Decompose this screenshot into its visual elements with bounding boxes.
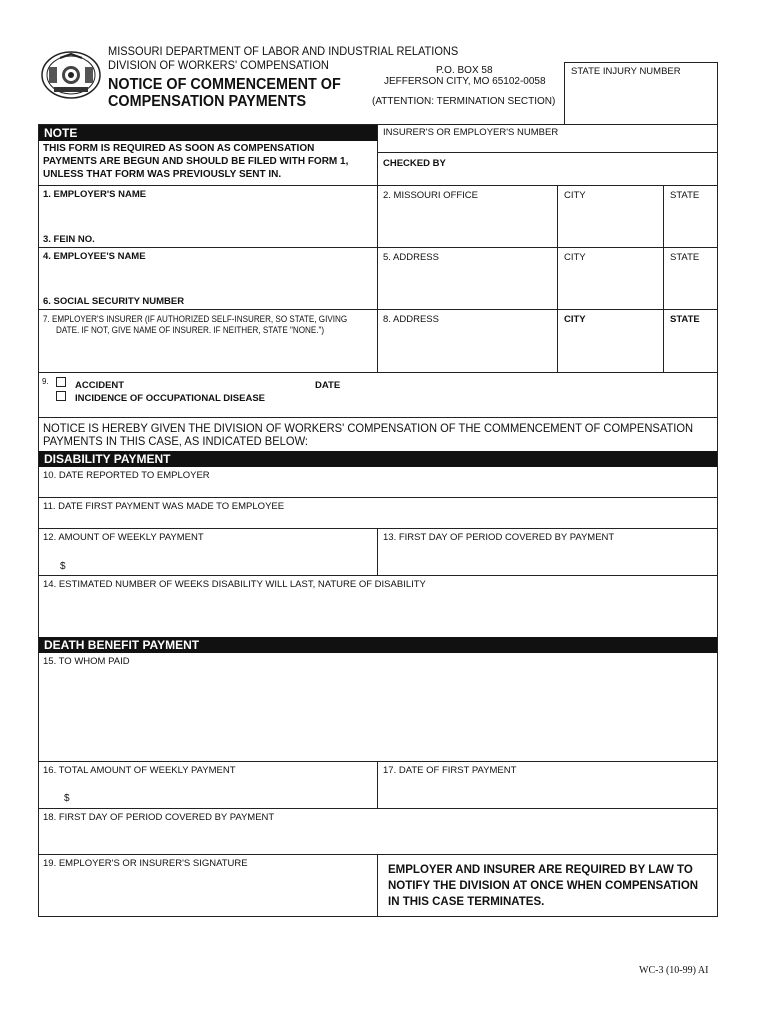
division-name: DIVISION OF WORKERS' COMPENSATION (108, 58, 329, 72)
attention-note: (ATTENTION: TERMINATION SECTION) (372, 96, 556, 107)
employee-address-field[interactable]: 5. ADDRESS (383, 252, 439, 263)
disability-estimate-field[interactable]: 14. ESTIMATED NUMBER OF WEEKS DISABILITY WILL LAST, NATURE OF DISABILITY (43, 579, 426, 590)
law-notice-line1: EMPLOYER AND INSURER ARE REQUIRED BY LAW TO (388, 864, 693, 876)
checked-by-field[interactable]: CHECKED BY (383, 158, 446, 169)
fein-field[interactable]: 3. FEIN NO. (43, 234, 95, 245)
state-injury-number-label: STATE INJURY NUMBER (571, 66, 681, 77)
insurer-address-field[interactable]: 8. ADDRESS (383, 314, 439, 325)
occupational-disease-label: INCIDENCE OF OCCUPATIONAL DISEASE (75, 393, 266, 404)
employee-state-field[interactable]: STATE (670, 252, 700, 263)
notice-line1: NOTICE IS HEREBY GIVEN THE DIVISION OF WORKERS' COMPENSATION OF THE COMMENCEMENT OF COMPENSATION (43, 421, 694, 435)
accident-label: ACCIDENT (75, 380, 125, 391)
form-title-line1: NOTICE OF COMMENCEMENT OF (108, 76, 341, 93)
to-whom-paid-field[interactable]: 15. TO WHOM PAID (43, 656, 130, 667)
city-zip: JEFFERSON CITY, MO 65102-0058 (384, 76, 546, 87)
law-notice-line2: NOTIFY THE DIVISION AT ONCE WHEN COMPENSATION (388, 880, 699, 892)
period-first-day-field[interactable]: 13. FIRST DAY OF PERIOD COVERED BY PAYMENT (383, 532, 615, 543)
insurer-number-field[interactable]: INSURER'S OR EMPLOYER'S NUMBER (383, 127, 559, 138)
office-state-field[interactable]: STATE (670, 190, 700, 201)
date-reported-field[interactable]: 10. DATE REPORTED TO EMPLOYER (43, 470, 210, 481)
accident-checkbox[interactable] (56, 377, 66, 387)
date-label[interactable]: DATE (315, 380, 341, 391)
ssn-field[interactable]: 6. SOCIAL SECURITY NUMBER (43, 296, 185, 307)
note-line2: PAYMENTS ARE BEGUN AND SHOULD BE FILED WITH FORM 1, (43, 156, 349, 167)
state-injury-number-box[interactable] (564, 62, 718, 125)
form-id: WC-3 (10-99) AI (639, 965, 709, 976)
signature-field[interactable]: 19. EMPLOYER'S OR INSURER'S SIGNATURE (43, 858, 248, 869)
missouri-office-field[interactable]: 2. MISSOURI OFFICE (383, 190, 479, 201)
employee-name-field[interactable]: 4. EMPLOYEE'S NAME (43, 251, 146, 262)
disability-heading: DISABILITY PAYMENT (39, 451, 717, 467)
occupational-disease-checkbox[interactable] (56, 391, 66, 401)
office-city-field[interactable]: CITY (564, 190, 586, 201)
insurer-field-line1[interactable]: 7. EMPLOYER'S INSURER (IF AUTHORIZED SELF-INSURER, SO STATE, GIVING (43, 314, 348, 324)
law-notice-line3: IN THIS CASE TERMINATES. (388, 896, 545, 908)
employee-city-field[interactable]: CITY (564, 252, 586, 263)
form-title-line2: COMPENSATION PAYMENTS (108, 93, 307, 110)
date-first-payment-death-field[interactable]: 17. DATE OF FIRST PAYMENT (383, 765, 517, 776)
date-first-payment-field[interactable]: 11. DATE FIRST PAYMENT WAS MADE TO EMPLOYEE (43, 501, 285, 512)
insurer-field-line2: DATE. IF NOT, GIVE NAME OF INSURER. IF NEITHER, STATE "NONE.") (56, 325, 325, 335)
insurer-state-field[interactable]: STATE (670, 314, 700, 325)
insurer-city-field[interactable]: CITY (564, 314, 586, 325)
weekly-payment-dollar: $ (60, 561, 66, 572)
notice-line2: PAYMENTS IN THIS CASE, AS INDICATED BELOW: (43, 434, 309, 448)
note-line1: THIS FORM IS REQUIRED AS SOON AS COMPENSATION (43, 143, 315, 154)
agency-name: MISSOURI DEPARTMENT OF LABOR AND INDUSTRIAL RELATIONS (108, 44, 459, 58)
employer-name-field[interactable]: 1. EMPLOYER'S NAME (43, 189, 147, 200)
total-weekly-payment-dollar: $ (64, 793, 70, 804)
missouri-state-seal (40, 50, 102, 100)
note-line3: UNLESS THAT FORM WAS PREVIOUSLY SENT IN. (43, 169, 282, 180)
item-9-label: 9. (42, 377, 49, 386)
note-heading: NOTE (39, 125, 377, 141)
death-benefit-heading: DEATH BENEFIT PAYMENT (39, 637, 717, 653)
po-box: P.O. BOX 58 (436, 65, 493, 76)
form-frame (38, 124, 718, 917)
total-weekly-payment-field[interactable]: 16. TOTAL AMOUNT OF WEEKLY PAYMENT (43, 765, 236, 776)
weekly-payment-field[interactable]: 12. AMOUNT OF WEEKLY PAYMENT (43, 532, 204, 543)
death-period-first-day-field[interactable]: 18. FIRST DAY OF PERIOD COVERED BY PAYMENT (43, 812, 275, 823)
